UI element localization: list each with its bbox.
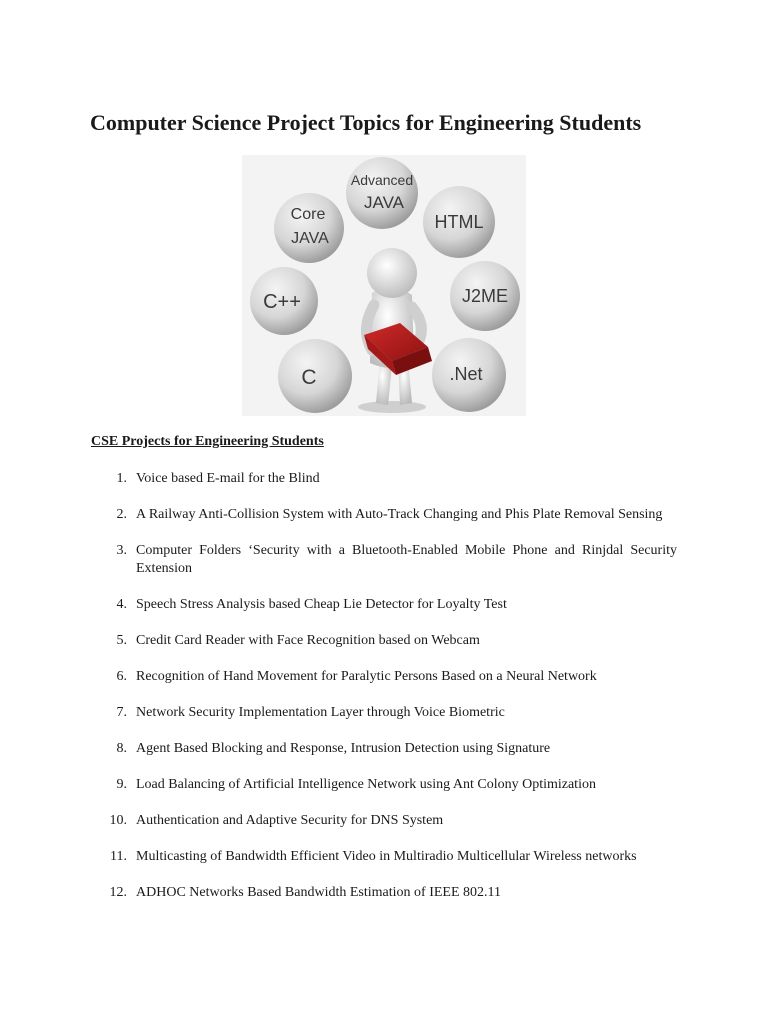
svg-text:HTML: HTML <box>434 212 484 232</box>
bubble-advanced-java <box>346 157 418 229</box>
list-item <box>91 596 677 614</box>
list-item-text: Recognition of Hand Movement for Paralytic Persons Based on a Neural Network <box>136 669 597 684</box>
list-item <box>91 506 677 524</box>
list-item <box>91 632 677 650</box>
list-item-number: 12. <box>109 885 127 900</box>
svg-text:C: C <box>301 366 317 389</box>
list-item-text: ADHOC Networks Based Bandwidth Estimation of IEEE 802.11 <box>136 885 501 900</box>
list-item-text: Load Balancing of Artificial Intelligence Network using Ant Colony Optimization <box>136 777 596 792</box>
bubble-c <box>278 339 352 413</box>
bubble-dotnet <box>432 338 506 412</box>
svg-text:JAVA: JAVA <box>291 230 329 247</box>
list-item <box>91 470 677 488</box>
list-item-number: 1. <box>116 471 127 486</box>
list-item <box>91 812 677 830</box>
list-item-number: 10. <box>109 813 127 828</box>
list-item-number: 2. <box>116 507 127 522</box>
list-item-number: 3. <box>116 543 127 558</box>
project-topic-list <box>91 470 677 902</box>
list-item <box>91 848 677 866</box>
svg-text:JAVA: JAVA <box>364 193 404 212</box>
list-item-text: Multicasting of Bandwidth Efficient Video in Multiradio Multicellular Wireless networks <box>136 849 637 864</box>
list-item-text: A Railway Anti-Collision System with Auto-Track Changing and Phis Plate Removal Sensing <box>136 507 663 522</box>
list-item <box>91 668 677 686</box>
topics-illustration <box>242 155 526 416</box>
svg-text:.Net: .Net <box>449 364 483 384</box>
list-item-number: 9. <box>116 777 127 792</box>
section-heading: CSE Projects for Engineering Students <box>91 434 324 449</box>
bubble-html <box>423 186 495 258</box>
list-item-number: 4. <box>116 597 127 612</box>
list-item-number: 6. <box>116 669 127 684</box>
list-item <box>91 884 677 902</box>
bubble-j2me <box>450 261 520 331</box>
svg-text:C++: C++ <box>263 291 301 313</box>
list-item <box>91 740 677 758</box>
list-item-text: Credit Card Reader with Face Recognition based on Webcam <box>136 633 480 648</box>
list-item-text: Voice based E-mail for the Blind <box>136 471 320 486</box>
svg-text:Advanced: Advanced <box>350 172 414 188</box>
list-item-text: Agent Based Blocking and Response, Intrusion Detection using Signature <box>136 741 551 756</box>
list-item-number: 7. <box>116 705 127 720</box>
list-item-number: 5. <box>116 633 127 648</box>
list-item <box>91 542 677 578</box>
list-item-text: Computer Folders ‘Security with a Bluetooth-Enabled Mobile Phone and Rinjdal Security Extension <box>136 543 677 576</box>
list-item-number: 8. <box>116 741 127 756</box>
page-title: Computer Science Project Topics for Engineering Students <box>90 110 642 135</box>
list-item-text: Speech Stress Analysis based Cheap Lie Detector for Loyalty Test <box>136 597 507 612</box>
bubble-cpp <box>250 267 318 335</box>
list-item-number: 11. <box>110 849 127 864</box>
svg-text:Core: Core <box>290 206 326 223</box>
list-item <box>91 704 677 722</box>
list-item <box>91 776 677 794</box>
list-item-text: Authentication and Adaptive Security for DNS System <box>136 813 444 828</box>
list-item-text: Network Security Implementation Layer through Voice Biometric <box>136 705 505 720</box>
bubble-core-java <box>274 193 344 263</box>
svg-text:J2ME: J2ME <box>461 286 509 306</box>
